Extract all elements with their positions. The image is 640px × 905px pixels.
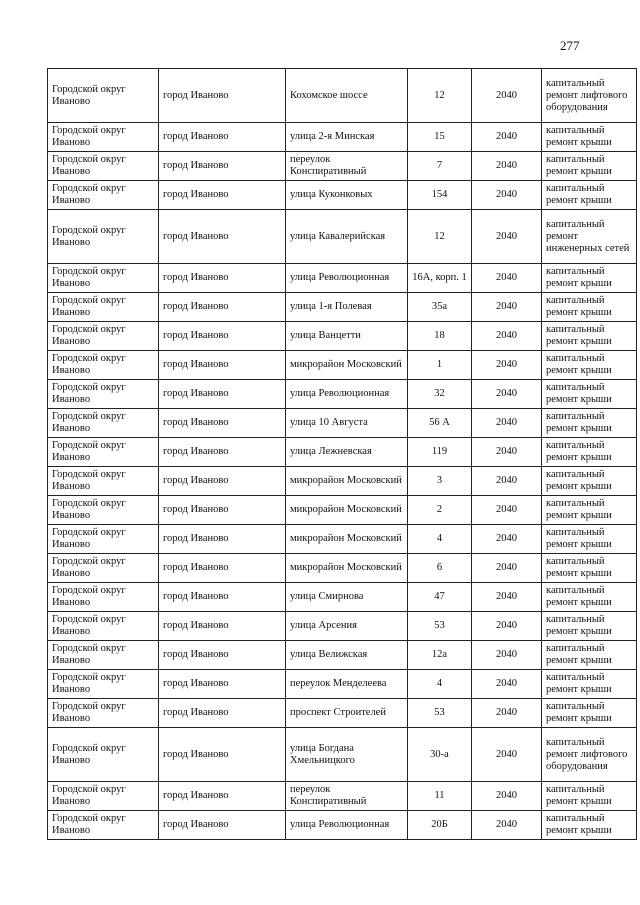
cell-work: капитальный ремонт крыши: [542, 641, 637, 670]
cell-okrug: Городской округ Иваново: [48, 409, 159, 438]
cell-street: улица Смирнова: [286, 583, 408, 612]
cell-year: 2040: [472, 181, 542, 210]
repair-schedule-table: [47, 68, 637, 840]
cell-work: капитальный ремонт крыши: [542, 583, 637, 612]
cell-year: 2040: [472, 782, 542, 811]
cell-street: улица Богдана Хмельницкого: [286, 728, 408, 782]
table-row: [48, 554, 637, 583]
cell-city: город Иваново: [159, 782, 286, 811]
cell-city: город Иваново: [159, 69, 286, 123]
cell-house: 2: [408, 496, 472, 525]
cell-city: город Иваново: [159, 322, 286, 351]
cell-house: 6: [408, 554, 472, 583]
cell-work: капитальный ремонт лифтового оборудования: [542, 69, 637, 123]
cell-city: город Иваново: [159, 181, 286, 210]
table-row: [48, 264, 637, 293]
table-row: [48, 181, 637, 210]
cell-city: город Иваново: [159, 728, 286, 782]
cell-city: город Иваново: [159, 811, 286, 840]
table-row: [48, 152, 637, 181]
cell-okrug: Городской округ Иваново: [48, 322, 159, 351]
cell-house: 4: [408, 525, 472, 554]
table-row: [48, 641, 637, 670]
cell-work: капитальный ремонт крыши: [542, 670, 637, 699]
cell-work: капитальный ремонт крыши: [542, 181, 637, 210]
cell-okrug: Городской округ Иваново: [48, 123, 159, 152]
cell-city: город Иваново: [159, 123, 286, 152]
cell-street: улица Революционная: [286, 380, 408, 409]
cell-street: улица Арсения: [286, 612, 408, 641]
cell-house: 3: [408, 467, 472, 496]
cell-house: 7: [408, 152, 472, 181]
cell-okrug: Городской округ Иваново: [48, 583, 159, 612]
cell-house: 53: [408, 699, 472, 728]
cell-street: улица Ванцетти: [286, 322, 408, 351]
cell-year: 2040: [472, 380, 542, 409]
cell-okrug: Городской округ Иваново: [48, 293, 159, 322]
table-row: [48, 811, 637, 840]
cell-okrug: Городской округ Иваново: [48, 152, 159, 181]
cell-street: улица 2-я Минская: [286, 123, 408, 152]
cell-work: капитальный ремонт крыши: [542, 554, 637, 583]
cell-house: 35а: [408, 293, 472, 322]
cell-work: капитальный ремонт крыши: [542, 699, 637, 728]
cell-okrug: Городской округ Иваново: [48, 554, 159, 583]
table-row: [48, 123, 637, 152]
cell-year: 2040: [472, 293, 542, 322]
cell-city: город Иваново: [159, 525, 286, 554]
table-row: [48, 210, 637, 264]
cell-street: микрорайон Московский: [286, 467, 408, 496]
cell-house: 12а: [408, 641, 472, 670]
cell-work: капитальный ремонт крыши: [542, 293, 637, 322]
cell-okrug: Городской округ Иваново: [48, 496, 159, 525]
cell-street: микрорайон Московский: [286, 351, 408, 380]
cell-house: 154: [408, 181, 472, 210]
cell-street: улица 1-я Полевая: [286, 293, 408, 322]
cell-work: капитальный ремонт крыши: [542, 123, 637, 152]
table-row: [48, 728, 637, 782]
cell-year: 2040: [472, 409, 542, 438]
cell-house: 15: [408, 123, 472, 152]
cell-work: капитальный ремонт крыши: [542, 525, 637, 554]
cell-year: 2040: [472, 583, 542, 612]
cell-house: 12: [408, 210, 472, 264]
table-row: [48, 380, 637, 409]
cell-house: 56 А: [408, 409, 472, 438]
cell-work: капитальный ремонт крыши: [542, 612, 637, 641]
cell-okrug: Городской округ Иваново: [48, 811, 159, 840]
cell-city: город Иваново: [159, 210, 286, 264]
table-row: [48, 782, 637, 811]
cell-street: улица 10 Августа: [286, 409, 408, 438]
cell-work: капитальный ремонт крыши: [542, 782, 637, 811]
cell-house: 1: [408, 351, 472, 380]
cell-house: 47: [408, 583, 472, 612]
table-row: [48, 409, 637, 438]
cell-city: город Иваново: [159, 699, 286, 728]
cell-year: 2040: [472, 351, 542, 380]
cell-street: проспект Строителей: [286, 699, 408, 728]
table-row: [48, 525, 637, 554]
cell-city: город Иваново: [159, 351, 286, 380]
cell-city: город Иваново: [159, 293, 286, 322]
cell-work: капитальный ремонт крыши: [542, 496, 637, 525]
cell-city: город Иваново: [159, 641, 286, 670]
cell-house: 16А, корп. 1: [408, 264, 472, 293]
cell-okrug: Городской округ Иваново: [48, 670, 159, 699]
cell-year: 2040: [472, 811, 542, 840]
cell-okrug: Городской округ Иваново: [48, 69, 159, 123]
cell-work: капитальный ремонт крыши: [542, 438, 637, 467]
cell-house: 53: [408, 612, 472, 641]
cell-okrug: Городской округ Иваново: [48, 612, 159, 641]
cell-okrug: Городской округ Иваново: [48, 351, 159, 380]
cell-city: город Иваново: [159, 438, 286, 467]
cell-okrug: Городской округ Иваново: [48, 210, 159, 264]
cell-street: улица Революционная: [286, 811, 408, 840]
cell-work: капитальный ремонт крыши: [542, 811, 637, 840]
cell-city: город Иваново: [159, 670, 286, 699]
cell-city: город Иваново: [159, 496, 286, 525]
cell-city: город Иваново: [159, 264, 286, 293]
cell-year: 2040: [472, 123, 542, 152]
cell-okrug: Городской округ Иваново: [48, 467, 159, 496]
cell-okrug: Городской округ Иваново: [48, 728, 159, 782]
cell-house: 18: [408, 322, 472, 351]
table-row: [48, 351, 637, 380]
cell-year: 2040: [472, 496, 542, 525]
cell-okrug: Городской округ Иваново: [48, 438, 159, 467]
cell-city: город Иваново: [159, 612, 286, 641]
cell-city: город Иваново: [159, 583, 286, 612]
table-row: [48, 583, 637, 612]
cell-house: 30-а: [408, 728, 472, 782]
cell-year: 2040: [472, 641, 542, 670]
cell-okrug: Городской округ Иваново: [48, 525, 159, 554]
cell-year: 2040: [472, 525, 542, 554]
cell-work: капитальный ремонт крыши: [542, 380, 637, 409]
cell-city: город Иваново: [159, 554, 286, 583]
cell-street: Кохомское шоссе: [286, 69, 408, 123]
cell-house: 32: [408, 380, 472, 409]
cell-street: микрорайон Московский: [286, 525, 408, 554]
table-body: [48, 69, 637, 840]
cell-city: город Иваново: [159, 409, 286, 438]
cell-street: улица Лежневская: [286, 438, 408, 467]
cell-year: 2040: [472, 322, 542, 351]
cell-street: микрорайон Московский: [286, 554, 408, 583]
cell-okrug: Городской округ Иваново: [48, 641, 159, 670]
cell-street: переулок Конспиративный: [286, 782, 408, 811]
cell-work: капитальный ремонт крыши: [542, 351, 637, 380]
cell-year: 2040: [472, 438, 542, 467]
cell-street: улица Кавалерийская: [286, 210, 408, 264]
cell-year: 2040: [472, 152, 542, 181]
cell-year: 2040: [472, 612, 542, 641]
cell-year: 2040: [472, 699, 542, 728]
cell-work: капитальный ремонт лифтового оборудования: [542, 728, 637, 782]
table-row: [48, 438, 637, 467]
table-row: [48, 496, 637, 525]
cell-okrug: Городской округ Иваново: [48, 699, 159, 728]
cell-house: 20Б: [408, 811, 472, 840]
cell-year: 2040: [472, 554, 542, 583]
table-row: [48, 293, 637, 322]
cell-year: 2040: [472, 728, 542, 782]
cell-city: город Иваново: [159, 380, 286, 409]
cell-street: улица Велижская: [286, 641, 408, 670]
cell-house: 11: [408, 782, 472, 811]
cell-house: 119: [408, 438, 472, 467]
table-row: [48, 699, 637, 728]
cell-year: 2040: [472, 210, 542, 264]
cell-street: улица Куконковых: [286, 181, 408, 210]
cell-year: 2040: [472, 670, 542, 699]
cell-street: переулок Конспиративный: [286, 152, 408, 181]
cell-street: переулок Менделеева: [286, 670, 408, 699]
cell-house: 4: [408, 670, 472, 699]
cell-okrug: Городской округ Иваново: [48, 264, 159, 293]
cell-work: капитальный ремонт инженерных сетей: [542, 210, 637, 264]
cell-work: капитальный ремонт крыши: [542, 467, 637, 496]
cell-city: город Иваново: [159, 467, 286, 496]
table-row: [48, 322, 637, 351]
cell-work: капитальный ремонт крыши: [542, 322, 637, 351]
table-row: [48, 670, 637, 699]
cell-year: 2040: [472, 264, 542, 293]
cell-street: микрорайон Московский: [286, 496, 408, 525]
cell-year: 2040: [472, 69, 542, 123]
cell-year: 2040: [472, 467, 542, 496]
cell-okrug: Городской округ Иваново: [48, 782, 159, 811]
table-row: [48, 612, 637, 641]
cell-house: 12: [408, 69, 472, 123]
cell-street: улица Революционная: [286, 264, 408, 293]
cell-okrug: Городской округ Иваново: [48, 380, 159, 409]
page-number: 277: [560, 38, 580, 53]
cell-work: капитальный ремонт крыши: [542, 264, 637, 293]
cell-work: капитальный ремонт крыши: [542, 409, 637, 438]
cell-work: капитальный ремонт крыши: [542, 152, 637, 181]
table-row: [48, 69, 637, 123]
cell-city: город Иваново: [159, 152, 286, 181]
cell-okrug: Городской округ Иваново: [48, 181, 159, 210]
table-row: [48, 467, 637, 496]
